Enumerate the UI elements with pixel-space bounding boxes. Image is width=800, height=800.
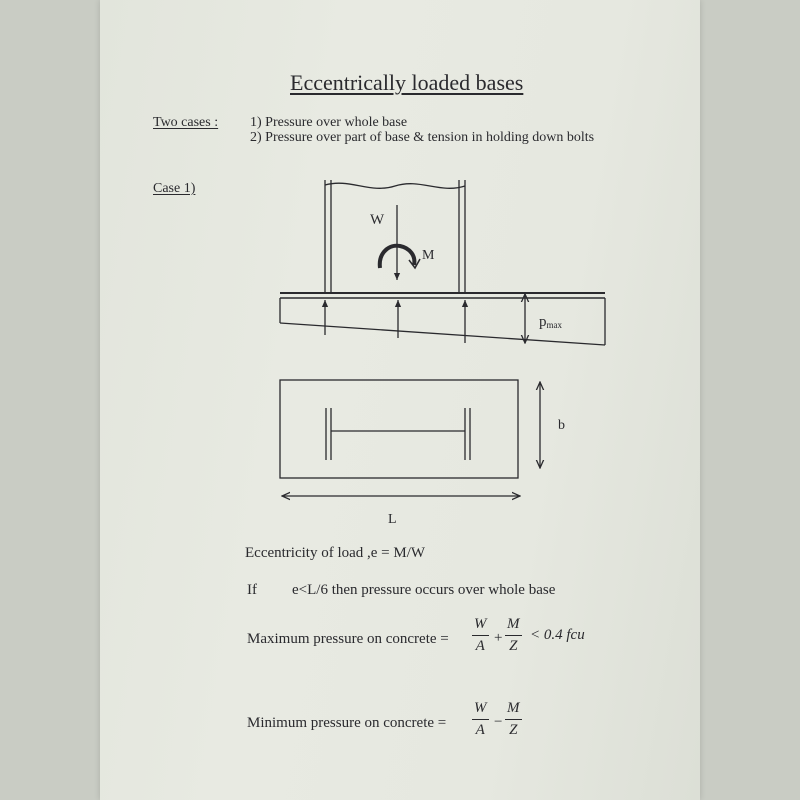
page-title: Eccentrically loaded bases — [290, 70, 524, 95]
max-limit: < 0.4 fcu — [530, 627, 585, 643]
min-pressure-label: Minimum pressure on concrete = — [247, 715, 447, 731]
max-frac1-den: A — [475, 638, 485, 654]
max-pressure-label: Maximum pressure on concrete = — [247, 631, 449, 647]
column-wavy-top — [325, 183, 465, 188]
min-frac-w-a — [472, 700, 489, 739]
base-diagram — [100, 0, 700, 540]
eccentricity-text: Eccentricity of load ,e = M/W — [245, 545, 426, 561]
max-frac-w-a — [472, 616, 489, 655]
if-label: If — [247, 582, 257, 598]
min-frac2-num: M — [505, 700, 522, 720]
case-item-1: 1) Pressure over whole base — [250, 115, 408, 130]
max-frac2-den: Z — [509, 638, 518, 654]
max-frac-m-z — [505, 616, 522, 655]
pmax-label: pmax — [539, 314, 562, 330]
max-frac2-num: M — [505, 616, 522, 636]
min-frac1-den: A — [475, 722, 485, 738]
moment-label: M — [422, 248, 435, 263]
width-label: b — [558, 418, 565, 433]
case-1-label: Case 1) — [153, 181, 196, 196]
condition-text: e<L/6 then pressure occurs over whole base — [292, 582, 556, 598]
case-item-2: 2) Pressure over part of base & tension in holding down bolts — [250, 130, 595, 145]
max-frac1-num: W — [472, 616, 489, 636]
length-label: L — [388, 512, 397, 527]
min-frac1-num: W — [472, 700, 489, 720]
max-plus-sign: + — [494, 630, 503, 646]
load-label: W — [370, 212, 385, 228]
min-frac-m-z — [505, 700, 522, 739]
two-cases-label: Two cases : — [153, 115, 219, 130]
min-frac2-den: Z — [509, 722, 518, 738]
min-minus-sign: − — [494, 714, 503, 730]
plan-rectangle — [280, 380, 518, 478]
document-page — [100, 0, 700, 800]
